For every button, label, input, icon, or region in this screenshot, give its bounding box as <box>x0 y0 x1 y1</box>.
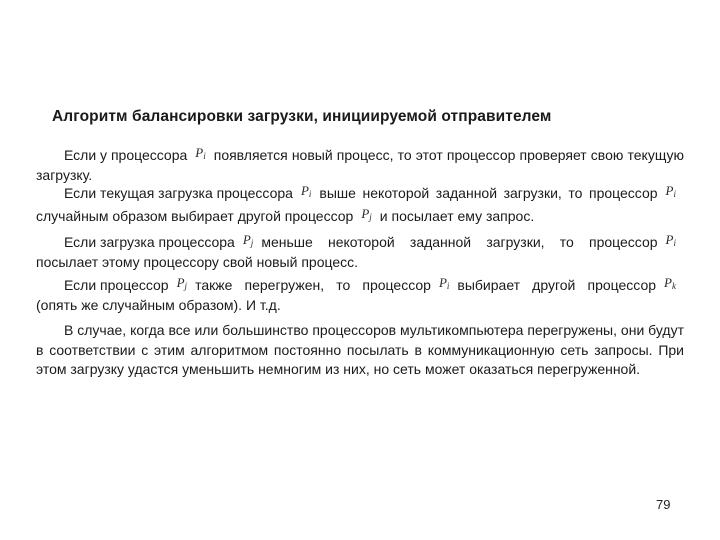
variable-index: k <box>672 281 676 291</box>
paragraph-1-text-b: появляется новый процесс, то этот процессор проверяет свою текущую загрузку. <box>36 147 684 183</box>
paragraph-4-text-d: (опять же случайным образом). И т.д. <box>36 297 281 313</box>
paragraph-3 <box>36 230 684 272</box>
variable-pi <box>187 143 213 166</box>
variable-pj <box>169 273 195 296</box>
paragraph-4-text-c: выбирает другой процессор <box>457 277 657 293</box>
paragraph-2-text-c: случайным образом выбирает другой процессор <box>36 208 354 224</box>
variable-letter: P <box>665 232 674 247</box>
paragraph-1 <box>36 143 684 185</box>
variable-index: i <box>673 238 676 248</box>
paragraph-4 <box>36 273 684 315</box>
variable-letter: P <box>195 145 204 160</box>
variable-index: i <box>203 151 206 161</box>
variable-index: j <box>184 281 188 291</box>
variable-letter: P <box>665 183 674 198</box>
variable-pj <box>235 230 261 253</box>
variable-index: j <box>250 238 254 248</box>
variable-pi <box>293 181 319 204</box>
variable-pj <box>353 204 379 227</box>
page-number: 79 <box>656 497 671 512</box>
variable-index: i <box>673 189 676 199</box>
paragraph-3-text-b: меньше некоторой заданной загрузки, то процессор <box>261 234 658 250</box>
paragraph-2 <box>36 181 684 227</box>
variable-letter: P <box>242 232 251 247</box>
variable-letter: P <box>176 275 185 290</box>
page-title: Алгоритм балансировки загрузки, инициируемой отправителем <box>52 108 552 125</box>
paragraph-2-text-b: выше некоторой заданной загрузки, то процессор <box>319 185 658 201</box>
variable-pi <box>658 181 684 204</box>
paragraph-5-text: В случае, когда все или большинство процессоров мультикомпьютера перегружены, они будут в соответствии с этим алгоритмом постоянно посылать в коммуникационную сеть запросы. При этом загрузку удастся уменьшить немногим из них, но сеть может оказаться перегруженной. <box>36 322 684 377</box>
variable-letter: P <box>438 275 447 290</box>
paragraph-1-text-a: Если у процессора <box>64 147 188 163</box>
variable-pi <box>658 230 684 253</box>
variable-pi <box>431 273 457 296</box>
variable-index: i <box>446 281 450 291</box>
paragraph-4-text-b: также перегружен, то процессор <box>195 277 431 293</box>
variable-letter: P <box>664 275 672 290</box>
paragraph-5 <box>36 321 684 380</box>
variable-pk <box>656 273 684 296</box>
variable-index: j <box>369 212 372 222</box>
paragraph-3-text-a: Если загрузка процессора <box>64 234 235 250</box>
variable-letter: P <box>361 206 370 221</box>
paragraph-2-text-a: Если текущая загрузка процессора <box>64 185 293 201</box>
paragraph-4-text-a: Если процессор <box>64 277 169 293</box>
paragraph-3-text-c: посылает этому процессору свой новый процесс. <box>36 254 359 270</box>
variable-letter: P <box>300 183 309 198</box>
paragraph-2-text-d: и посылает ему запрос. <box>379 208 535 224</box>
variable-index: i <box>308 189 312 199</box>
